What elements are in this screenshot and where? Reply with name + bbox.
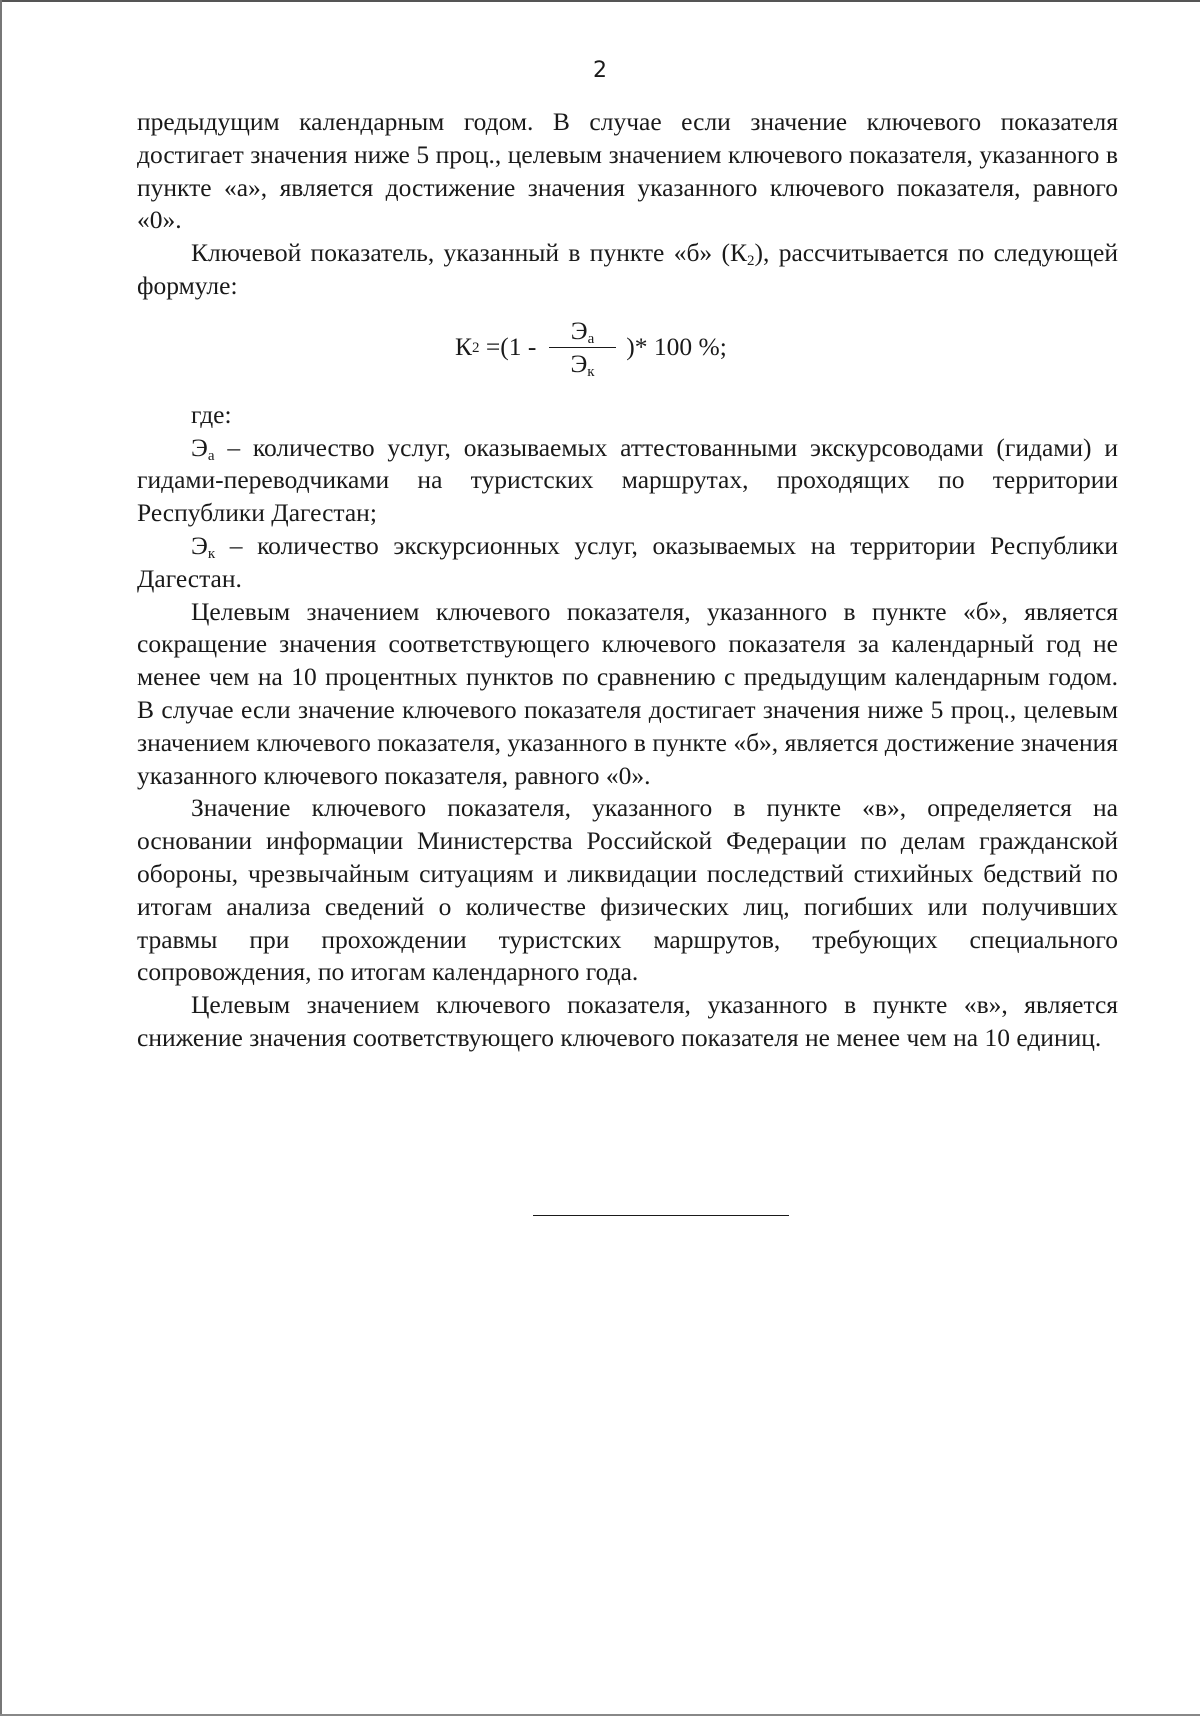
formula-close: )* 100 %; xyxy=(626,332,727,362)
formula-k2 xyxy=(137,303,1118,399)
page-number: 2 xyxy=(593,58,607,83)
formula-open: =(1 - xyxy=(479,332,543,362)
definition-ea xyxy=(137,432,1118,530)
scan-edge-left xyxy=(0,0,2,1716)
formula-expression: К 2 =(1 - $\frac{Э_а}{Э_к}$ )* 100 %; xyxy=(455,316,727,381)
denominator-subscript: к xyxy=(587,364,595,381)
formula-fraction xyxy=(549,316,617,381)
paragraph-k2-definition xyxy=(137,237,1118,303)
definition-ek xyxy=(137,530,1118,596)
k2-intro-text-end: ), рассчитывается по следующей формуле: xyxy=(137,238,1119,300)
fraction-numerator xyxy=(549,317,617,348)
ek-symbol: Э xyxy=(191,530,208,560)
paragraph-target-c: Целевым значением ключевого показателя, указанного в пункте «в», является снижение значения соответствующего ключевого показателя не менее чем на 10 единиц. xyxy=(137,990,1118,1052)
k2-subscript: 2 xyxy=(747,253,755,270)
where-label: где: xyxy=(191,399,232,429)
numerator-symbol: Э xyxy=(570,316,588,346)
end-of-document-rule xyxy=(533,1215,789,1216)
ek-subscript: к xyxy=(207,545,216,562)
k2-intro-text: Ключевой показатель, указанный в пункте «б» (К xyxy=(191,238,748,268)
ek-definition-text: – количество экскурсионных услуг, оказываемых на территории Республики Дагестан. xyxy=(137,530,1118,593)
paragraph-value-c: Значение ключевого показателя, указанного в пункте «в», определяется на основании информации Министерства Российской Федерации по делам гражданской обороны, чрезвычайным ситуациям и ликвидации последствий стихийных бедствий по итогам анализа сведений о количестве физических лиц, погибших или получивших травмы при прохождении туристских маршрутов, требующих специального сопровождения, по итогам календарного года. xyxy=(137,793,1118,987)
denominator-symbol: Э xyxy=(570,349,588,379)
fraction-denominator xyxy=(570,348,595,381)
document-body xyxy=(137,106,1118,1055)
scan-edge-top xyxy=(0,0,1200,2)
ea-definition-text: – количество услуг, оказываемых аттестованными экскурсоводами (гидами) и гидами-переводчиками на туристских маршрутах, проходящих по территории Республики Дагестан; xyxy=(137,432,1118,528)
paragraph-target-b: Целевым значением ключевого показателя, указанного в пункте «б», является сокращение значения соответствующего ключевого показателя за календарный год не менее чем на 10 процентных пунктов по сравнению с предыдущим календарным годом. В случае если значение ключевого показателя достигает значения ниже 5 проц., целевым значением ключевого показателя, указанного в пункте «б», является достижение значения указанного ключевого показателя, равного «0». xyxy=(137,596,1118,790)
ea-symbol: Э xyxy=(191,432,208,462)
paragraph-continuation: предыдущим календарным годом. В случае если значение ключевого показателя достигает значения ниже 5 проц., целевым значением ключевого показателя, указанного в пункте «а», является достижение значения указанного ключевого показателя, равного «0». xyxy=(137,107,1118,235)
ea-subscript: а xyxy=(207,447,215,464)
formula-lhs: К xyxy=(455,332,473,362)
numerator-subscript: а xyxy=(587,331,595,348)
